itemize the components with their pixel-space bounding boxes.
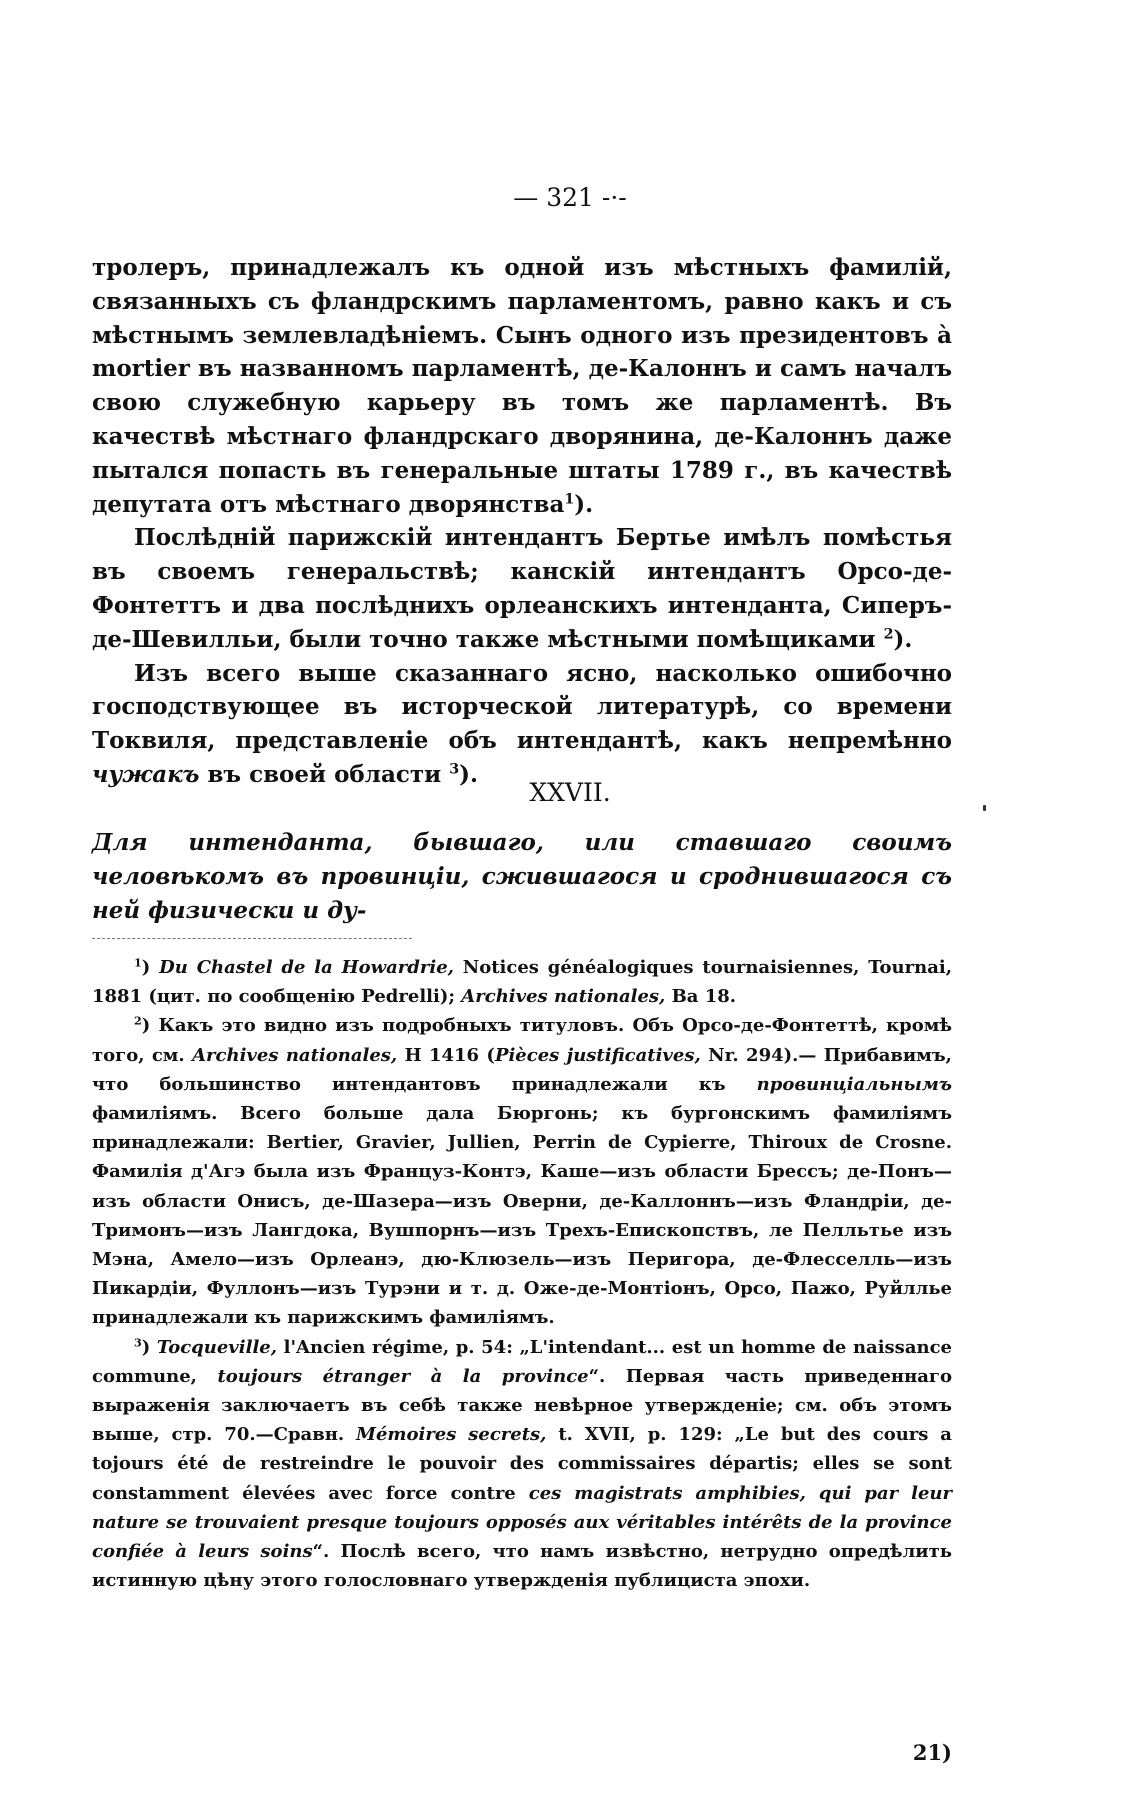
footnote-2-text-1: Какъ это видно изъ подробныхъ титуловъ. Объ Орсо-де-Фонтеттѣ, кромѣ того, см. [92,1015,952,1066]
footnote-2-text-4: фамиліямъ. Всего больше дала Бюргонь; къ бургонскимъ фамиліямъ принадлежали: Bertier, Gravier, Jullien, Perrin de Cypierre, Thiroux de Crosne. Фамилія д'Агэ была изъ Француз-Контэ, Каше—изъ области Брессъ; де-Понъ—изъ области Онисъ, де-Шазера—изъ Оверни, де-Каллоннъ—изъ Фландріи, де-Тримонъ—изъ Лангдока, Вушпорнъ—изъ Трехъ-Епископствъ, ле Пелльтье изъ Мэна, Амело—изъ Орлеанэ, дю-Клюзель—изъ Перигора, де-Флесселль—изъ Пикардіи, Фуллонъ—изъ Турэни и т. д. Оже-де-Монтіонъ, Орсо, Пажо, Руйллье принадлежали къ парижскимъ фамиліямъ. [92,1103,952,1329]
footnote-3-text-2: “. Первая часть приведеннаго выраженія заключаетъ въ себѣ также невѣрное утвержденіе; см. объ этомъ выше, стр. 70.—Сравн. [92,1365,952,1446]
main-paragraph-2-end: ). [893,625,913,653]
footnote-2: $^2$) Какъ это видно изъ подробныхъ титуловъ. Объ Орсо-де-Фонтеттѣ, кромѣ того, см. Archives nationales, H 1416 (Pièces justificatives, Nr. 294).— Прибавимъ, что большинство интендантовъ принадлежали къ провинціальнымъ фамиліямъ. Всего больше дала Бюргонь; къ бургонскимъ фамиліямъ принадлежали: Bertier, Gravier, Jullien, Perrin de Cypierre, Thiroux de Crosne. Фамилія д'Агэ была изъ Француз-Контэ, Каше—изъ области Брессъ; де-Понъ—изъ области Онисъ, де-Шазера—изъ Оверни, де-Каллоннъ—изъ Фландріи, де-Тримонъ—изъ Лангдока, Вушпорнъ—изъ Трехъ-Епископствъ, ле Пелльтье изъ Мэна, Амело—изъ Орлеанэ, дю-Клюзель—изъ Перигора, де-Флесселль—изъ Пикардіи, Фуллонъ—изъ Турэни и т. д. Оже-де-Монтіонъ, Орсо, Пажо, Руйллье принадлежали къ парижскимъ фамиліямъ. [92,1014,952,1329]
main-paragraph-2 [92,521,952,656]
footnote-1: $^1$) Du Chastel de la Howardrie, Notices généalogiques tournaisiennes, Tournai, 1881 (цит. по сообщенію Pedrelli); Archives nationales, Ba 18. [92,956,952,1008]
footnote-3-text-1: l'Ancien régime, p. 54: „L'intendant... est un homme de naissance commune, [92,1336,952,1387]
main-paragraph-1-end: ). [574,490,594,518]
print-speck [983,805,986,811]
main-paragraph-1-text: тролеръ, принадлежалъ къ одной изъ мѣстныхъ фамилій, связанныхъ съ фландрскимъ парламентомъ, равно какъ и съ мѣстнымъ землевладѣніемъ. Сынъ одного изъ президентовъ à mortier въ названномъ парламентѣ, де-Калоннъ и самъ началъ свою служебную карьеру въ томъ же парламентѣ. Въ качествѣ мѣстнаго фландрскаго дворянина, де-Калоннъ даже пытался попасть въ генеральные штаты 1789 г., въ качествѣ депутата отъ мѣстнаго дворянства [92,254,952,518]
footnote-2-italic-3: провинціальнымъ [756,1073,952,1095]
footnote-2-text-3: Nr. 294).— Прибавимъ, что большинство интендантовъ принадлежали къ [92,1044,952,1095]
footnote-3-italic-3: ces magistrats amphibies, qui par leur nature se trouvaient presque toujours opposés aux véritables intérêts de la province confiée à leurs soins [92,1482,952,1563]
footnote-ref-2: 2 [883,626,894,643]
main-paragraph-1 [92,251,952,521]
footnote-1-author: Du Chastel de la Howardrie, [159,957,454,978]
footnote-3-text-4: “. Послѣ всего, что намъ извѣстно, нетрудно опредѣлить истинную цѣну этого голословнаго утвержденія публициста эпохи. [92,1541,952,1592]
footnote-3-italic-2: Mémoires secrets, [356,1424,547,1446]
footnote-2-italic-2: Pièces justificatives, [494,1044,701,1066]
footnote-3-author: Tocqueville, [156,1336,278,1358]
main-paragraph-3-start: Изъ всего выше сказаннаго ясно, насколько ошибочно господствующее въ исторческой литературѣ, со времени Токвиля, представленіе объ интендантѣ, какъ непремѣнно [92,659,952,755]
footnote-ref-1: 1 [564,491,575,508]
footnote-2-text-2: H 1416 ( [404,1044,495,1066]
footnote-3-marker: 3 [134,1335,142,1349]
main-paragraph-3-mid: въ своей области [207,760,442,788]
main-paragraph-3-end: ). [459,760,479,788]
main-paragraph-3 [92,657,952,792]
section-subtitle: Для интенданта, бывшаго, или ставшаго своимъ человѣкомъ въ провинціи, сжившагося и сроднившагося съ ней физически и ду- [92,829,952,924]
footnote-ref-3: 3 [449,761,460,778]
footnote-divider [92,938,412,939]
footnote-3-text-3: t. XVII, p. 129: „Le but des cours a tojours été de restreindre le pouvoir des commissaires départis; elles se sont constamment élevées avec force contre [92,1424,952,1504]
footnote-1-text-1: Notices généalogiques tournaisiennes, Tournai, 1881 (цит. по сообщенію Pedrelli); [92,957,952,1008]
footnotes-block [92,953,952,1595]
section-heading: XXVII. [529,778,611,807]
main-text-block [92,251,952,792]
footnote-1-text-2: Ba 18. [671,986,737,1008]
signature-mark: 21) [912,1740,952,1765]
main-paragraph-3-italic: чужакъ [92,760,200,788]
page-number: — 321 -·- [513,183,627,212]
footnote-2-italic-1: Archives nationales, [192,1044,398,1066]
main-paragraph-2-text: Послѣдній парижскій интендантъ Бертье имѣлъ помѣстья въ своемъ генеральствѣ; канскій интендантъ Орсо-де-Фонтеттъ и два послѣднихъ орлеанскихъ интенданта, Сиперъ-де-Шевилльи, были точно также мѣстными помѣщиками [92,524,952,653]
footnote-2-marker: 2 [134,1014,142,1028]
footnote-3-italic-1: toujours étranger à la province [217,1365,589,1387]
footnote-1-italic-1: Archives nationales, [461,986,666,1008]
footnote-1-marker: 1 [134,956,142,970]
footnote-3: $^3$) Tocqueville, l'Ancien régime, p. 54: „L'intendant... est un homme de naissance commune, toujours étranger à la province“. Первая часть приведеннаго выраженія заключаетъ въ себѣ также невѣрное утвержденіе; см. объ этомъ выше, стр. 70.—Сравн. Mémoires secrets, t. XVII, p. 129: „Le but des cours a tojours été de restreindre le pouvoir des commissaires départis; elles se sont constamment élevées avec force contre ces magistrats amphibies, qui par leur nature se trouvaient presque toujours opposés aux véritables intérêts de la province confiée à leurs soins“. Послѣ всего, что намъ извѣстно, нетрудно опредѣлить истинную цѣну этого голословнаго утвержденія публициста эпохи. [92,1335,952,1592]
